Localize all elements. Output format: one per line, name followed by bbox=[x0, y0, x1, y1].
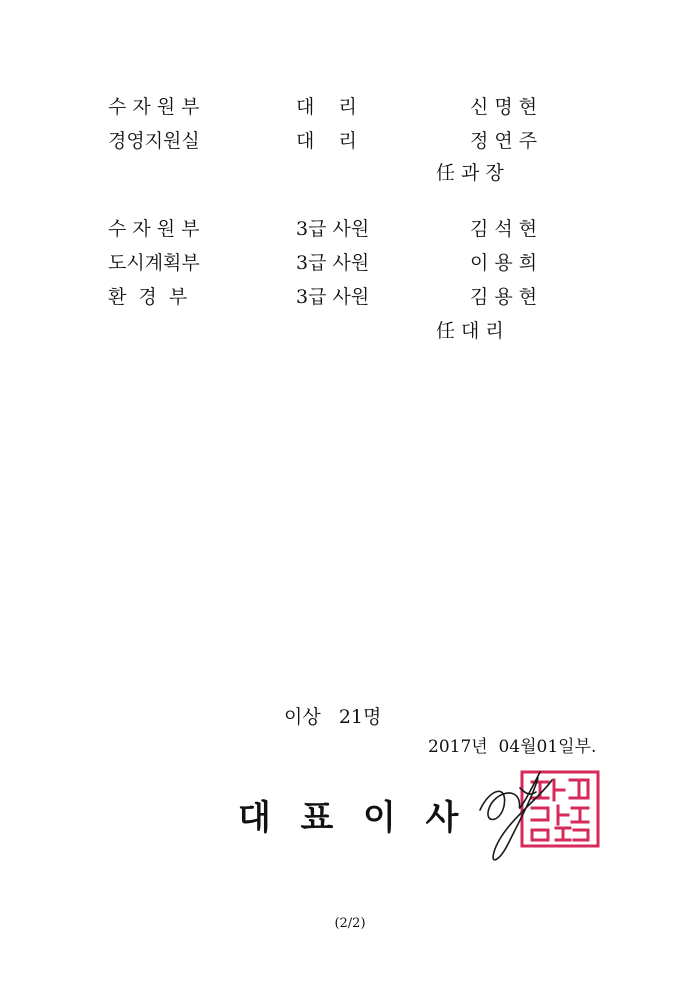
grade: 3급 사원 bbox=[296, 286, 370, 308]
department: 도시계획부 bbox=[108, 252, 200, 274]
personnel-row bbox=[0, 92, 700, 122]
page-number: (2/2) bbox=[334, 916, 366, 931]
department: 환 경 부 bbox=[108, 286, 188, 308]
department: 수 자 원 부 bbox=[108, 218, 200, 240]
appointment-label: 任 대 리 bbox=[436, 320, 504, 342]
total-count: 이상 21명 bbox=[284, 706, 382, 728]
employee-name: 김 용 현 bbox=[470, 286, 538, 308]
grade: 대 리 bbox=[296, 96, 357, 118]
employee-name: 신 명 현 bbox=[470, 96, 538, 118]
employee-name: 정 연 주 bbox=[470, 130, 538, 152]
grade: 대 리 bbox=[296, 130, 357, 152]
employee-name: 김 석 현 bbox=[470, 218, 538, 240]
personnel-row bbox=[0, 248, 700, 278]
department: 경영지원실 bbox=[108, 130, 200, 152]
grade: 3급 사원 bbox=[296, 252, 370, 274]
employee-name: 이 용 희 bbox=[470, 252, 538, 274]
effective-date: 2017년 04월01일부. bbox=[428, 737, 597, 757]
ceo-title: 대 표 이 사 bbox=[238, 798, 461, 838]
personnel-row bbox=[0, 282, 700, 312]
grade: 3급 사원 bbox=[296, 218, 370, 240]
personnel-row bbox=[0, 126, 700, 156]
personnel-row bbox=[0, 214, 700, 244]
department: 수 자 원 부 bbox=[108, 96, 200, 118]
appointment-label: 任 과 장 bbox=[436, 162, 504, 184]
handwritten-signature-icon bbox=[460, 758, 570, 870]
signature-stroke bbox=[480, 772, 552, 860]
